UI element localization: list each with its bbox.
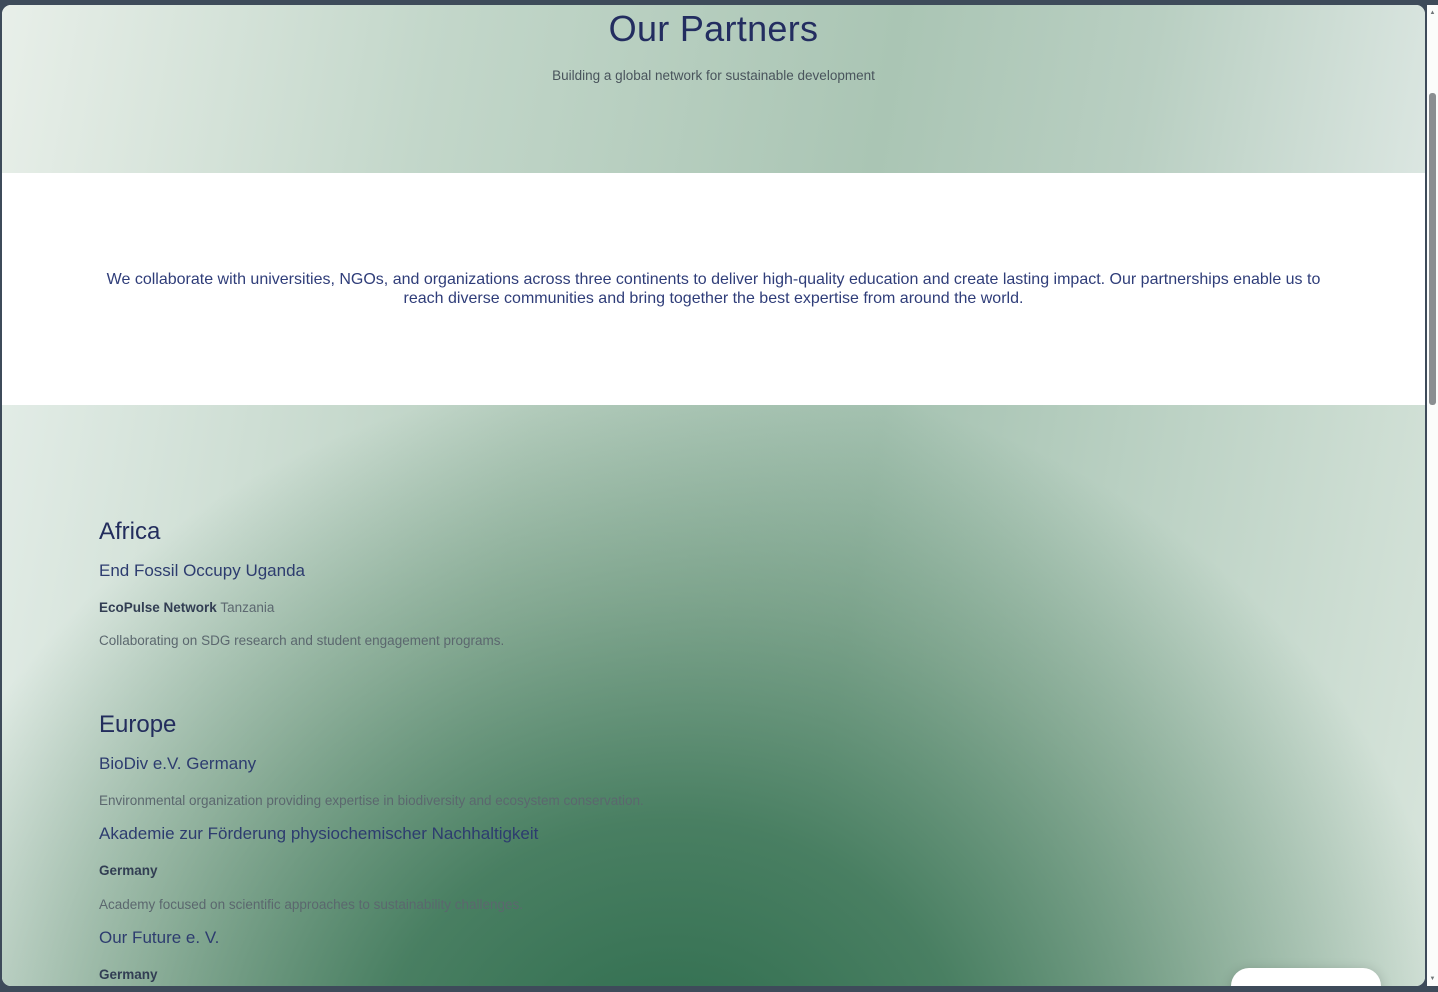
scrollbar-track[interactable]: [1427, 5, 1438, 986]
page-title: Our Partners: [608, 8, 819, 49]
scroll-up-icon[interactable]: ▲: [1429, 10, 1436, 16]
partner-name-our-future[interactable]: Our Future e. V.: [99, 928, 220, 947]
partner-description: Academy focused on scientific approaches to sustainability challenges.: [99, 897, 523, 912]
partner-org-location-line: [99, 600, 1425, 616]
partners-section: [2, 405, 1425, 986]
partner-location-germany: Germany: [99, 863, 158, 878]
region-europe: [99, 711, 1425, 983]
partner-name-end-fossil-occupy-uganda[interactable]: End Fossil Occupy Uganda: [99, 561, 305, 580]
region-heading-africa: Africa: [99, 518, 161, 545]
hero-subtitle: Building a global network for sustainable development: [552, 68, 875, 83]
partner-location-tanzania: Tanzania: [220, 600, 275, 615]
hero-section: [2, 5, 1425, 173]
scrollbar-thumb[interactable]: [1429, 93, 1436, 405]
partner-name-biodiv[interactable]: BioDiv e.V. Germany: [99, 754, 257, 773]
intro-text: We collaborate with universities, NGOs, and organizations across three continents to deliver high-quality education and create lasting impact. Our partnerships enable us to reach diverse communities and bring together the best expertise from around the world.: [106, 271, 1321, 307]
partner-description: Environmental organization providing expertise in biodiversity and ecosystem conservation.: [99, 793, 644, 808]
partner-description: Collaborating on SDG research and student engagement programs.: [99, 633, 505, 648]
page: [2, 5, 1425, 986]
intro-section: [2, 173, 1425, 405]
partner-name-akademie[interactable]: Akademie zur Förderung physiochemischer Nachhaltigkeit: [99, 824, 539, 843]
region-africa: [99, 518, 1425, 649]
partner-location-germany: Germany: [99, 967, 158, 982]
floating-action-button[interactable]: [1231, 968, 1381, 986]
scroll-down-icon[interactable]: ▼: [1429, 976, 1436, 982]
partner-org-ecopulse-network: EcoPulse Network: [99, 600, 217, 615]
region-heading-europe: Europe: [99, 711, 177, 738]
